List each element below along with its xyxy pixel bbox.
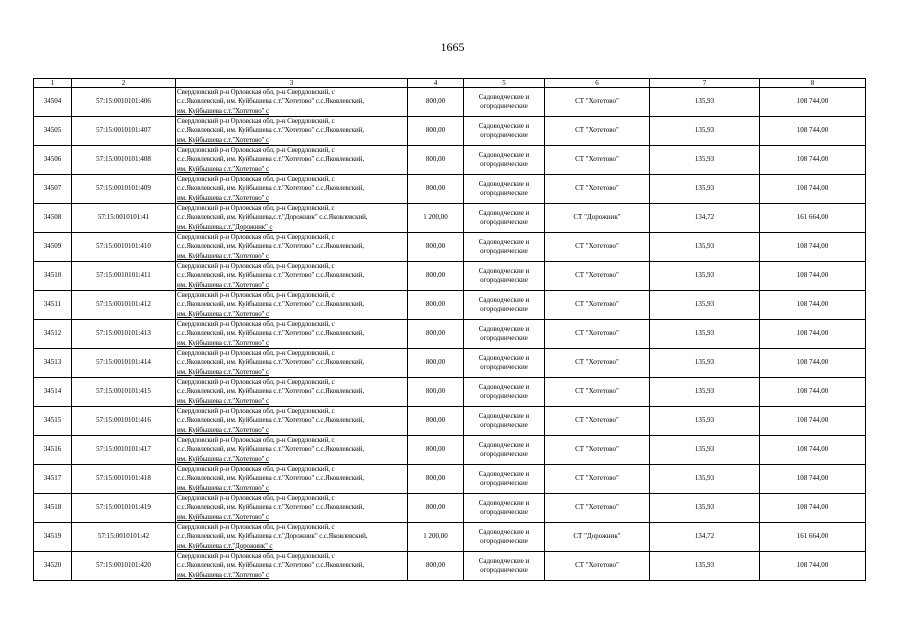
cadastral-value: 108 744,00 [760,494,866,523]
land-use-line: огороднические [480,305,528,313]
land-use-line: Садоводческие и [478,266,530,275]
organization-name: СТ "Хотетово" [545,233,650,262]
cadastral-number: 57:15:0010101:420 [72,552,176,581]
address-line: Свердловский р-н Орловская обл, р-н Свердловский, с [177,262,335,271]
organization-name: СТ "Хотетово" [545,291,650,320]
land-use-line: огороднические [480,479,528,487]
specific-value: 135,93 [650,378,760,407]
specific-value: 135,93 [650,291,760,320]
cadastral-number: 57:15:0010101:411 [72,262,176,291]
address-cell [176,233,408,262]
specific-value: 135,93 [650,407,760,436]
cadastral-value: 108 744,00 [760,262,866,291]
organization-name: СТ "Хотетово" [545,465,650,494]
land-use-line: Садоводческие и [478,469,530,478]
cadastral-number: 57:15:0010101:418 [72,465,176,494]
record-number: 34513 [34,349,72,378]
cadastral-number: 57:15:0010101:415 [72,378,176,407]
land-use-line: огороднические [480,566,528,574]
land-use-cell [464,523,545,552]
record-number: 34509 [34,233,72,262]
address-line: Свердловский р-н Орловская обл, р-н Свердловский, с [177,117,335,126]
address-line: Свердловский р-н Орловская обл, р-н Свердловский, с [177,291,335,300]
address-line: с.с.Яковлевский, им. Куйбышева с.т."Хотетово" с.с.Яковлевский, [177,474,364,483]
organization-name: СТ "Хотетово" [545,378,650,407]
cadastral-value: 108 744,00 [760,88,866,117]
area-value: 800,00 [408,320,464,349]
address-cell [176,291,408,320]
record-number: 34520 [34,552,72,581]
address-cell [176,465,408,494]
address-line: им. Куйбышева с.т."Хотетово" с [177,454,270,463]
cadastral-value: 108 744,00 [760,291,866,320]
address-line: с.с.Яковлевский, им. Куйбышева с.т."Хотетово" с.с.Яковлевский, [177,387,364,396]
land-use-line: огороднические [480,189,528,197]
land-use-line: Садоводческие и [478,295,530,304]
area-value: 800,00 [408,291,464,320]
area-value: 800,00 [408,349,464,378]
record-number: 34510 [34,262,72,291]
address-line: Свердловский р-н Орловская обл, р-н Свердловский, с [177,175,335,184]
table-row [34,117,866,146]
cadastral-value: 108 744,00 [760,233,866,262]
land-use-line: Садоводческие и [478,121,530,130]
table-row [34,204,866,233]
land-use-line: Садоводческие и [478,411,530,420]
table-row [34,523,866,552]
land-use-cell [464,320,545,349]
cadastral-number: 57:15:0010101:413 [72,320,176,349]
cadastral-number: 57:15:0010101:41 [72,204,176,233]
specific-value: 135,93 [650,88,760,117]
organization-name: СТ "Хотетово" [545,552,650,581]
address-line: им. Куйбышева с.т."Дорожник" с [177,541,273,550]
land-use-cell [464,465,545,494]
area-value: 800,00 [408,117,464,146]
column-header: 8 [760,79,866,88]
area-value: 800,00 [408,146,464,175]
specific-value: 134,72 [650,204,760,233]
address-line: с.с.Яковлевский, им. Куйбышева с.т."Хотетово" с.с.Яковлевский, [177,300,364,309]
cadastral-number: 57:15:0010101:406 [72,88,176,117]
cadastral-number: 57:15:0010101:414 [72,349,176,378]
cadastral-value: 108 744,00 [760,552,866,581]
address-cell [176,146,408,175]
area-value: 800,00 [408,88,464,117]
cadastral-value: 161 664,00 [760,523,866,552]
table-row [34,349,866,378]
cadastral-number: 57:15:0010101:42 [72,523,176,552]
address-cell [176,320,408,349]
column-header: 1 [34,79,72,88]
organization-name: СТ "Хотетово" [545,494,650,523]
address-line: им. Куйбышева с.т."Хотетово" с [177,106,270,115]
address-cell [176,117,408,146]
cadastral-value: 108 744,00 [760,175,866,204]
land-use-cell [464,494,545,523]
address-line: им. Куйбышева с.т."Хотетово" с [177,338,270,347]
address-line: Свердловский р-н Орловская обл, р-н Свердловский, с [177,436,335,445]
land-use-line: огороднические [480,537,528,545]
page-number: 1665 [440,40,465,54]
address-cell [176,349,408,378]
cadastral-value: 108 744,00 [760,436,866,465]
record-number: 34515 [34,407,72,436]
organization-name: СТ "Хотетово" [545,146,650,175]
area-value: 800,00 [408,175,464,204]
record-number: 34507 [34,175,72,204]
table-row [34,291,866,320]
cadastral-value: 108 744,00 [760,146,866,175]
cadastral-value: 108 744,00 [760,465,866,494]
land-use-line: огороднические [480,131,528,139]
area-value: 800,00 [408,407,464,436]
table-row [34,175,866,204]
address-line: Свердловский р-н Орловская обл, р-н Свердловский, с [177,407,335,416]
land-use-cell [464,204,545,233]
area-value: 800,00 [408,552,464,581]
address-line: им. Куйбышева с.т."Хотетово" с [177,512,270,521]
area-value: 800,00 [408,436,464,465]
address-line: им. Куйбышева с.т."Хотетово" с [177,309,270,318]
land-use-cell [464,117,545,146]
specific-value: 135,93 [650,349,760,378]
land-use-line: Садоводческие и [478,527,530,536]
table-row [34,494,866,523]
cadastral-number: 57:15:0010101:419 [72,494,176,523]
record-number: 34512 [34,320,72,349]
table-row [34,262,866,291]
address-line: с.с.Яковлевский, им. Куйбышева с.т."Хотетово" с.с.Яковлевский, [177,503,364,512]
area-value: 800,00 [408,494,464,523]
record-number: 34517 [34,465,72,494]
land-use-line: огороднические [480,276,528,284]
land-use-cell [464,349,545,378]
column-number-row [34,79,866,88]
land-use-line: Садоводческие и [478,150,530,159]
column-header: 4 [408,79,464,88]
land-use-cell [464,436,545,465]
cadastral-number: 57:15:0010101:412 [72,291,176,320]
address-line: с.с.Яковлевский, им. Куйбышева с.т."Дорожник" с.с.Яковлевский, [177,532,368,541]
area-value: 800,00 [408,465,464,494]
record-number: 34504 [34,88,72,117]
address-line: им. Куйбышева с.т."Хотетово" с [177,164,270,173]
address-line: им. Куйбышева с.т."Хотетово" с [177,135,270,144]
table-row [34,436,866,465]
land-use-line: огороднические [480,334,528,342]
address-line: Свердловский р-н Орловская обл, р-н Свердловский, с [177,349,335,358]
cadastral-value: 108 744,00 [760,117,866,146]
organization-name: СТ "Хотетово" [545,88,650,117]
land-use-cell [464,552,545,581]
cadastral-value: 108 744,00 [760,349,866,378]
land-use-cell [464,88,545,117]
address-line: Свердловский р-н Орловская обл, р-н Свердловский, с [177,233,335,242]
table-row [34,88,866,117]
land-use-line: огороднические [480,160,528,168]
record-number: 34508 [34,204,72,233]
address-line: Свердловский р-н Орловская обл, р-н Свердловский, с [177,523,335,532]
specific-value: 135,93 [650,552,760,581]
organization-name: СТ "Хотетово" [545,175,650,204]
land-registry-table [33,78,866,581]
land-use-line: огороднические [480,102,528,110]
address-line: Свердловский р-н Орловская обл, р-н Свердловский, с [177,494,335,503]
land-use-line: Садоводческие и [478,179,530,188]
specific-value: 135,93 [650,117,760,146]
address-line: с.с.Яковлевский, им. Куйбышева с.т."Хотетово" с.с.Яковлевский, [177,126,364,135]
record-number: 34518 [34,494,72,523]
land-use-line: огороднические [480,421,528,429]
specific-value: 135,93 [650,146,760,175]
cadastral-number: 57:15:0010101:416 [72,407,176,436]
address-line: им. Куйбышева с.т."Хотетово" с [177,367,270,376]
address-line: им. Куйбышева с.т."Хотетово" с [177,251,270,260]
table-row [34,378,866,407]
organization-name: СТ "Дорожник" [545,204,650,233]
address-line: с.с.Яковлевский, им. Куйбышева с.т."Хотетово" с.с.Яковлевский, [177,97,364,106]
land-use-line: Садоводческие и [478,92,530,101]
address-line: им. Куйбышева с.т."Хотетово" с [177,425,270,434]
column-header: 2 [72,79,176,88]
land-use-line: Садоводческие и [478,440,530,449]
area-value: 1 200,00 [408,204,464,233]
land-use-cell [464,262,545,291]
area-value: 800,00 [408,262,464,291]
land-use-cell [464,175,545,204]
area-value: 800,00 [408,378,464,407]
specific-value: 135,93 [650,175,760,204]
land-use-line: Садоводческие и [478,324,530,333]
address-line: им. Куйбышева с.т."Хотетово" с [177,193,270,202]
specific-value: 135,93 [650,494,760,523]
address-line: Свердловский р-н Орловская обл, р-н Свердловский, с [177,88,335,97]
cadastral-number: 57:15:0010101:410 [72,233,176,262]
land-use-cell [464,407,545,436]
specific-value: 134,72 [650,523,760,552]
address-line: Свердловский р-н Орловская обл, р-н Свердловский, с [177,320,335,329]
land-use-line: Садоводческие и [478,208,530,217]
address-line: им. Куйбышева с.т."Хотетово" с [177,396,270,405]
land-use-cell [464,233,545,262]
address-cell [176,204,408,233]
address-line: Свердловский р-н Орловская обл, р-н Свердловский, с [177,465,335,474]
table-row [34,552,866,581]
cadastral-number: 57:15:0010101:409 [72,175,176,204]
address-line: с.с.Яковлевский, им. Куйбышева с.т."Хотетово" с.с.Яковлевский, [177,155,364,164]
column-header: 3 [176,79,408,88]
address-cell [176,378,408,407]
address-cell [176,88,408,117]
land-use-line: огороднические [480,508,528,516]
table-row [34,465,866,494]
record-number: 34506 [34,146,72,175]
cadastral-value: 108 744,00 [760,320,866,349]
land-use-line: огороднические [480,247,528,255]
address-cell [176,407,408,436]
organization-name: СТ "Хотетово" [545,436,650,465]
column-header: 6 [545,79,650,88]
address-line: с.с.Яковлевский, им. Куйбышева с.т."Хотетово" с.с.Яковлевский, [177,242,364,251]
column-header: 5 [464,79,545,88]
record-number: 34516 [34,436,72,465]
address-line: Свердловский р-н Орловская обл, р-н Свердловский, с [177,204,335,213]
record-number: 34519 [34,523,72,552]
organization-name: СТ "Хотетово" [545,117,650,146]
cadastral-value: 161 664,00 [760,204,866,233]
record-number: 34514 [34,378,72,407]
land-use-line: Садоводческие и [478,556,530,565]
land-use-line: Садоводческие и [478,382,530,391]
cadastral-value: 108 744,00 [760,407,866,436]
address-line: им. Куйбышева,с.т."Дорожник" с [177,222,273,231]
specific-value: 135,93 [650,262,760,291]
land-use-line: огороднические [480,218,528,226]
address-line: с.с.Яковлевский, им. Куйбышева с.т."Хотетово" с.с.Яковлевский, [177,561,364,570]
address-cell [176,262,408,291]
address-line: с.с.Яковлевский, им. Куйбышева с.т."Хотетово" с.с.Яковлевский, [177,445,364,454]
land-use-line: огороднические [480,450,528,458]
address-line: с.с.Яковлевский, им. Куйбышева с.т."Хотетово" с.с.Яковлевский, [177,329,364,338]
column-header: 7 [650,79,760,88]
land-use-cell [464,378,545,407]
area-value: 1 200,00 [408,523,464,552]
cadastral-number: 57:15:0010101:407 [72,117,176,146]
organization-name: СТ "Хотетово" [545,262,650,291]
address-cell [176,494,408,523]
specific-value: 135,93 [650,320,760,349]
table-row [34,320,866,349]
land-use-line: огороднические [480,392,528,400]
land-use-cell [464,146,545,175]
table-row [34,146,866,175]
land-use-line: Садоводческие и [478,237,530,246]
address-line: с.с.Яковлевский, им. Куйбышева с.т."Хотетово" с.с.Яковлевский, [177,271,364,280]
organization-name: СТ "Хотетово" [545,407,650,436]
address-line: Свердловский р-н Орловская обл, р-н Свердловский, с [177,146,335,155]
address-cell [176,175,408,204]
organization-name: СТ "Хотетово" [545,349,650,378]
land-use-line: Садоводческие и [478,498,530,507]
address-line: им. Куйбышева с.т."Хотетово" с [177,483,270,492]
specific-value: 135,93 [650,436,760,465]
record-number: 34511 [34,291,72,320]
table-body [34,88,866,581]
address-line: им. Куйбышева с.т."Хотетово" с [177,280,270,289]
land-use-cell [464,291,545,320]
address-cell [176,436,408,465]
cadastral-value: 108 744,00 [760,378,866,407]
area-value: 800,00 [408,233,464,262]
address-line: с.с.Яковлевский, им. Куйбышева с.т."Хотетово" с.с.Яковлевский, [177,358,364,367]
organization-name: СТ "Хотетово" [545,320,650,349]
address-line: с.с.Яковлевский, им. Куйбышева с.т."Хотетово" с.с.Яковлевский, [177,184,364,193]
land-use-line: огороднические [480,363,528,371]
table-row [34,233,866,262]
address-line: Свердловский р-н Орловская обл, р-н Свердловский, с [177,552,335,561]
specific-value: 135,93 [650,465,760,494]
cadastral-number: 57:15:0010101:408 [72,146,176,175]
address-line: Свердловский р-н Орловская обл, р-н Свердловский, с [177,378,335,387]
address-cell [176,523,408,552]
table-row [34,407,866,436]
address-cell [176,552,408,581]
address-line: с.с.Яковлевский, им. Куйбышева с.т."Хотетово" с.с.Яковлевский, [177,416,364,425]
record-number: 34505 [34,117,72,146]
address-line: с.с.Яковлевский, им. Куйбышева,с.т."Дорожник" с.с.Яковлевский, [177,213,368,222]
specific-value: 135,93 [650,233,760,262]
organization-name: СТ "Дорожник" [545,523,650,552]
land-use-line: Садоводческие и [478,353,530,362]
address-line: им. Куйбышева с.т."Хотетово" с [177,570,270,579]
cadastral-number: 57:15:0010101:417 [72,436,176,465]
